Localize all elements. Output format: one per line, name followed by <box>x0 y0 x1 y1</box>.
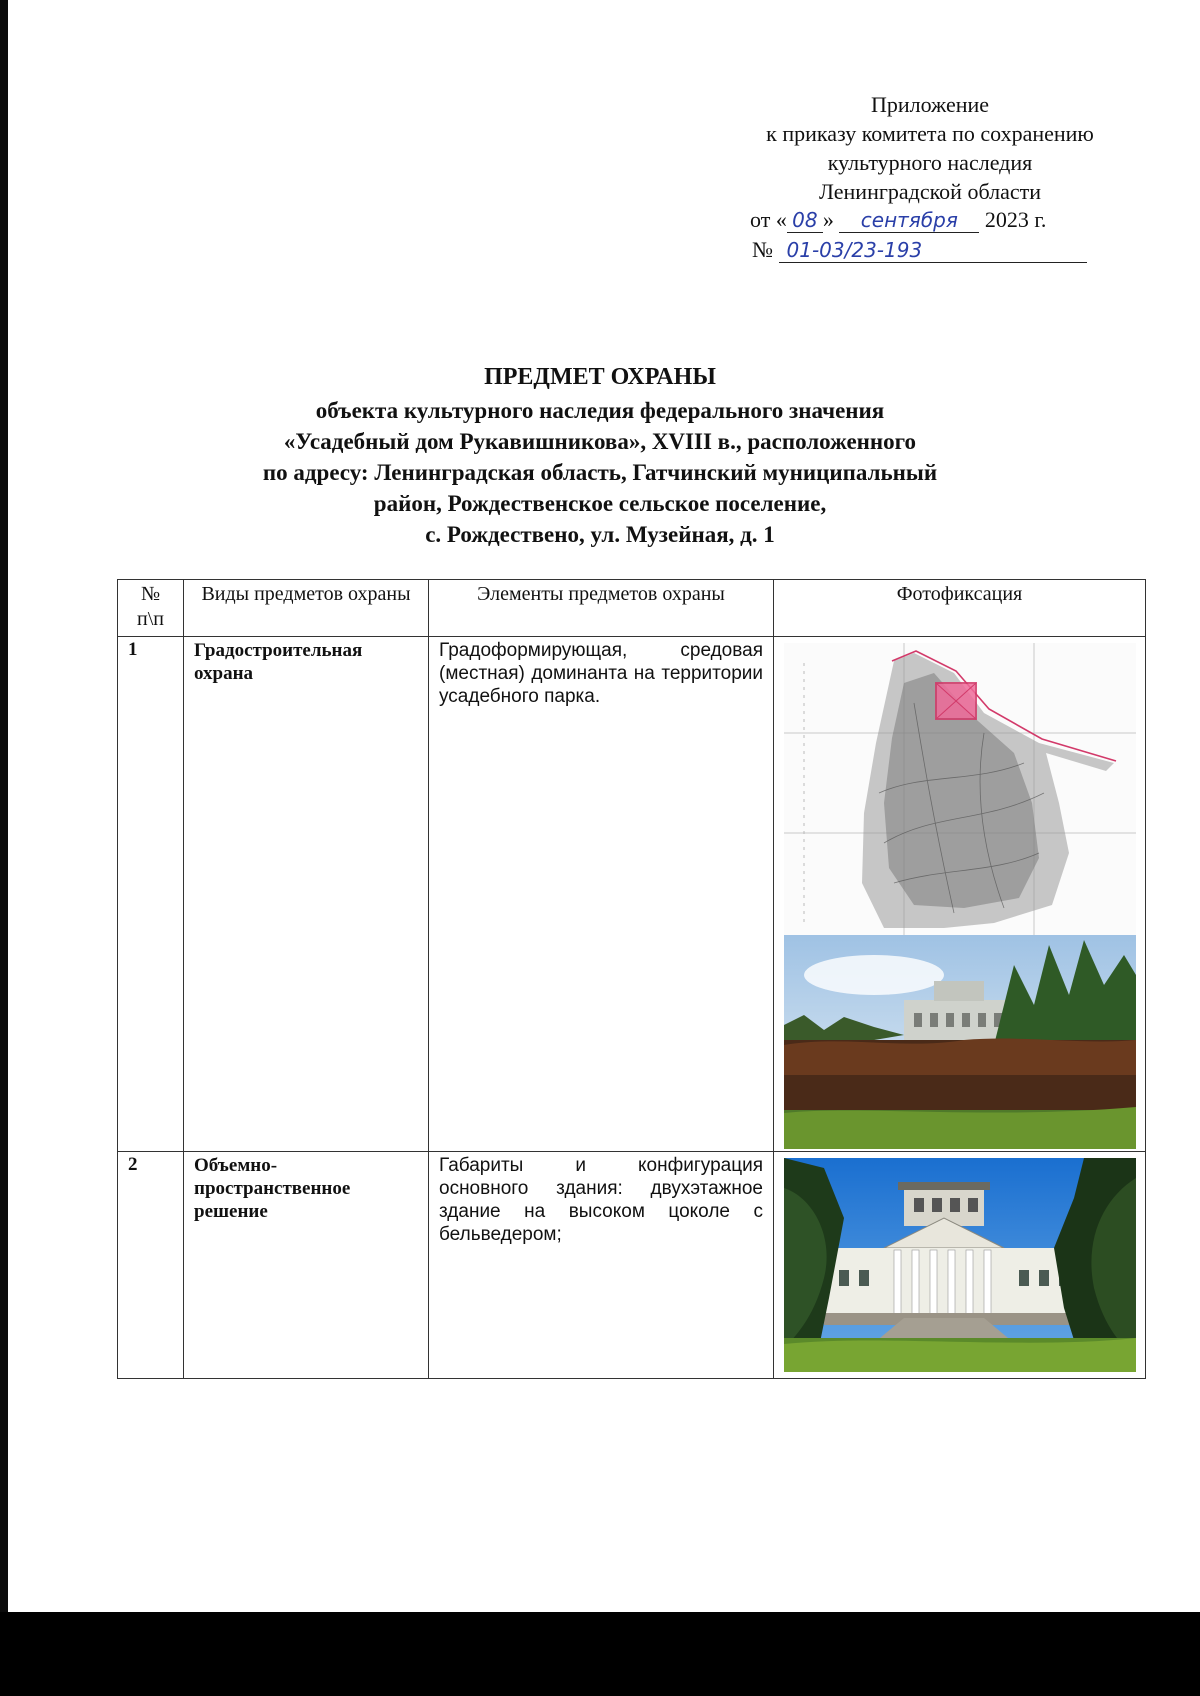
table-row <box>118 1152 1146 1379</box>
appendix-header <box>700 90 1160 206</box>
site-plan-image <box>784 643 1136 935</box>
order-number <box>752 237 1087 263</box>
appendix-line: Приложение <box>870 92 990 117</box>
appendix-line: к приказу комитета по сохранению <box>766 121 1094 146</box>
scan-bottom-edge <box>0 1612 1200 1696</box>
number-prefix: № <box>752 237 773 262</box>
protection-table <box>117 579 1146 1379</box>
appendix-line: Ленинградской области <box>819 179 1041 204</box>
title-line: район, Рождественское сельское поселение, <box>373 491 827 516</box>
header-kind: Виды предметов охраны <box>184 580 429 637</box>
manor-house-photo <box>784 1158 1136 1372</box>
row-kind: Градостроительная охрана <box>184 637 429 1152</box>
date-day: 08 <box>787 208 823 233</box>
document-title <box>150 362 1050 550</box>
header-photo: Фотофиксация <box>774 580 1146 637</box>
row-num: 1 <box>118 637 184 1152</box>
scan-left-edge <box>0 0 8 1696</box>
row-kind: Объемно-пространственное решение <box>184 1152 429 1379</box>
row-elements: Габариты и конфигурация основного здания: двухэтажное здание на высоком цоколе с бельведером; <box>429 1152 774 1379</box>
date-mid: » <box>822 207 834 232</box>
row-elements: Градоформирующая, средовая (местная) доминанта на территории усадебного парка. <box>429 637 774 1152</box>
title-line: «Усадебный дом Рукавишникова», XVIII в., расположенного <box>283 429 917 454</box>
date-prefix: от « <box>750 207 787 232</box>
order-date <box>750 207 1046 233</box>
table-row <box>118 637 1146 1152</box>
appendix-line: культурного наследия <box>827 150 1033 175</box>
title-line: с. Рождествено, ул. Музейная, д. 1 <box>425 522 775 547</box>
title-line: объекта культурного наследия федерального значения <box>315 398 885 423</box>
row-photos <box>774 637 1146 1152</box>
row-num: 2 <box>118 1152 184 1379</box>
estate-landscape-photo <box>784 935 1136 1149</box>
header-num: № п\п <box>118 580 184 637</box>
number-value: 01-03/23-193 <box>779 238 1087 263</box>
title-main: ПРЕДМЕТ ОХРАНЫ <box>484 364 716 390</box>
header-elements: Элементы предметов охраны <box>429 580 774 637</box>
row-photos <box>774 1152 1146 1379</box>
date-month: сентября <box>839 208 979 233</box>
table-header-row <box>118 580 1146 637</box>
title-line: по адресу: Ленинградская область, Гатчинский муниципальный <box>262 460 938 485</box>
date-year: 2023 г. <box>984 207 1047 232</box>
